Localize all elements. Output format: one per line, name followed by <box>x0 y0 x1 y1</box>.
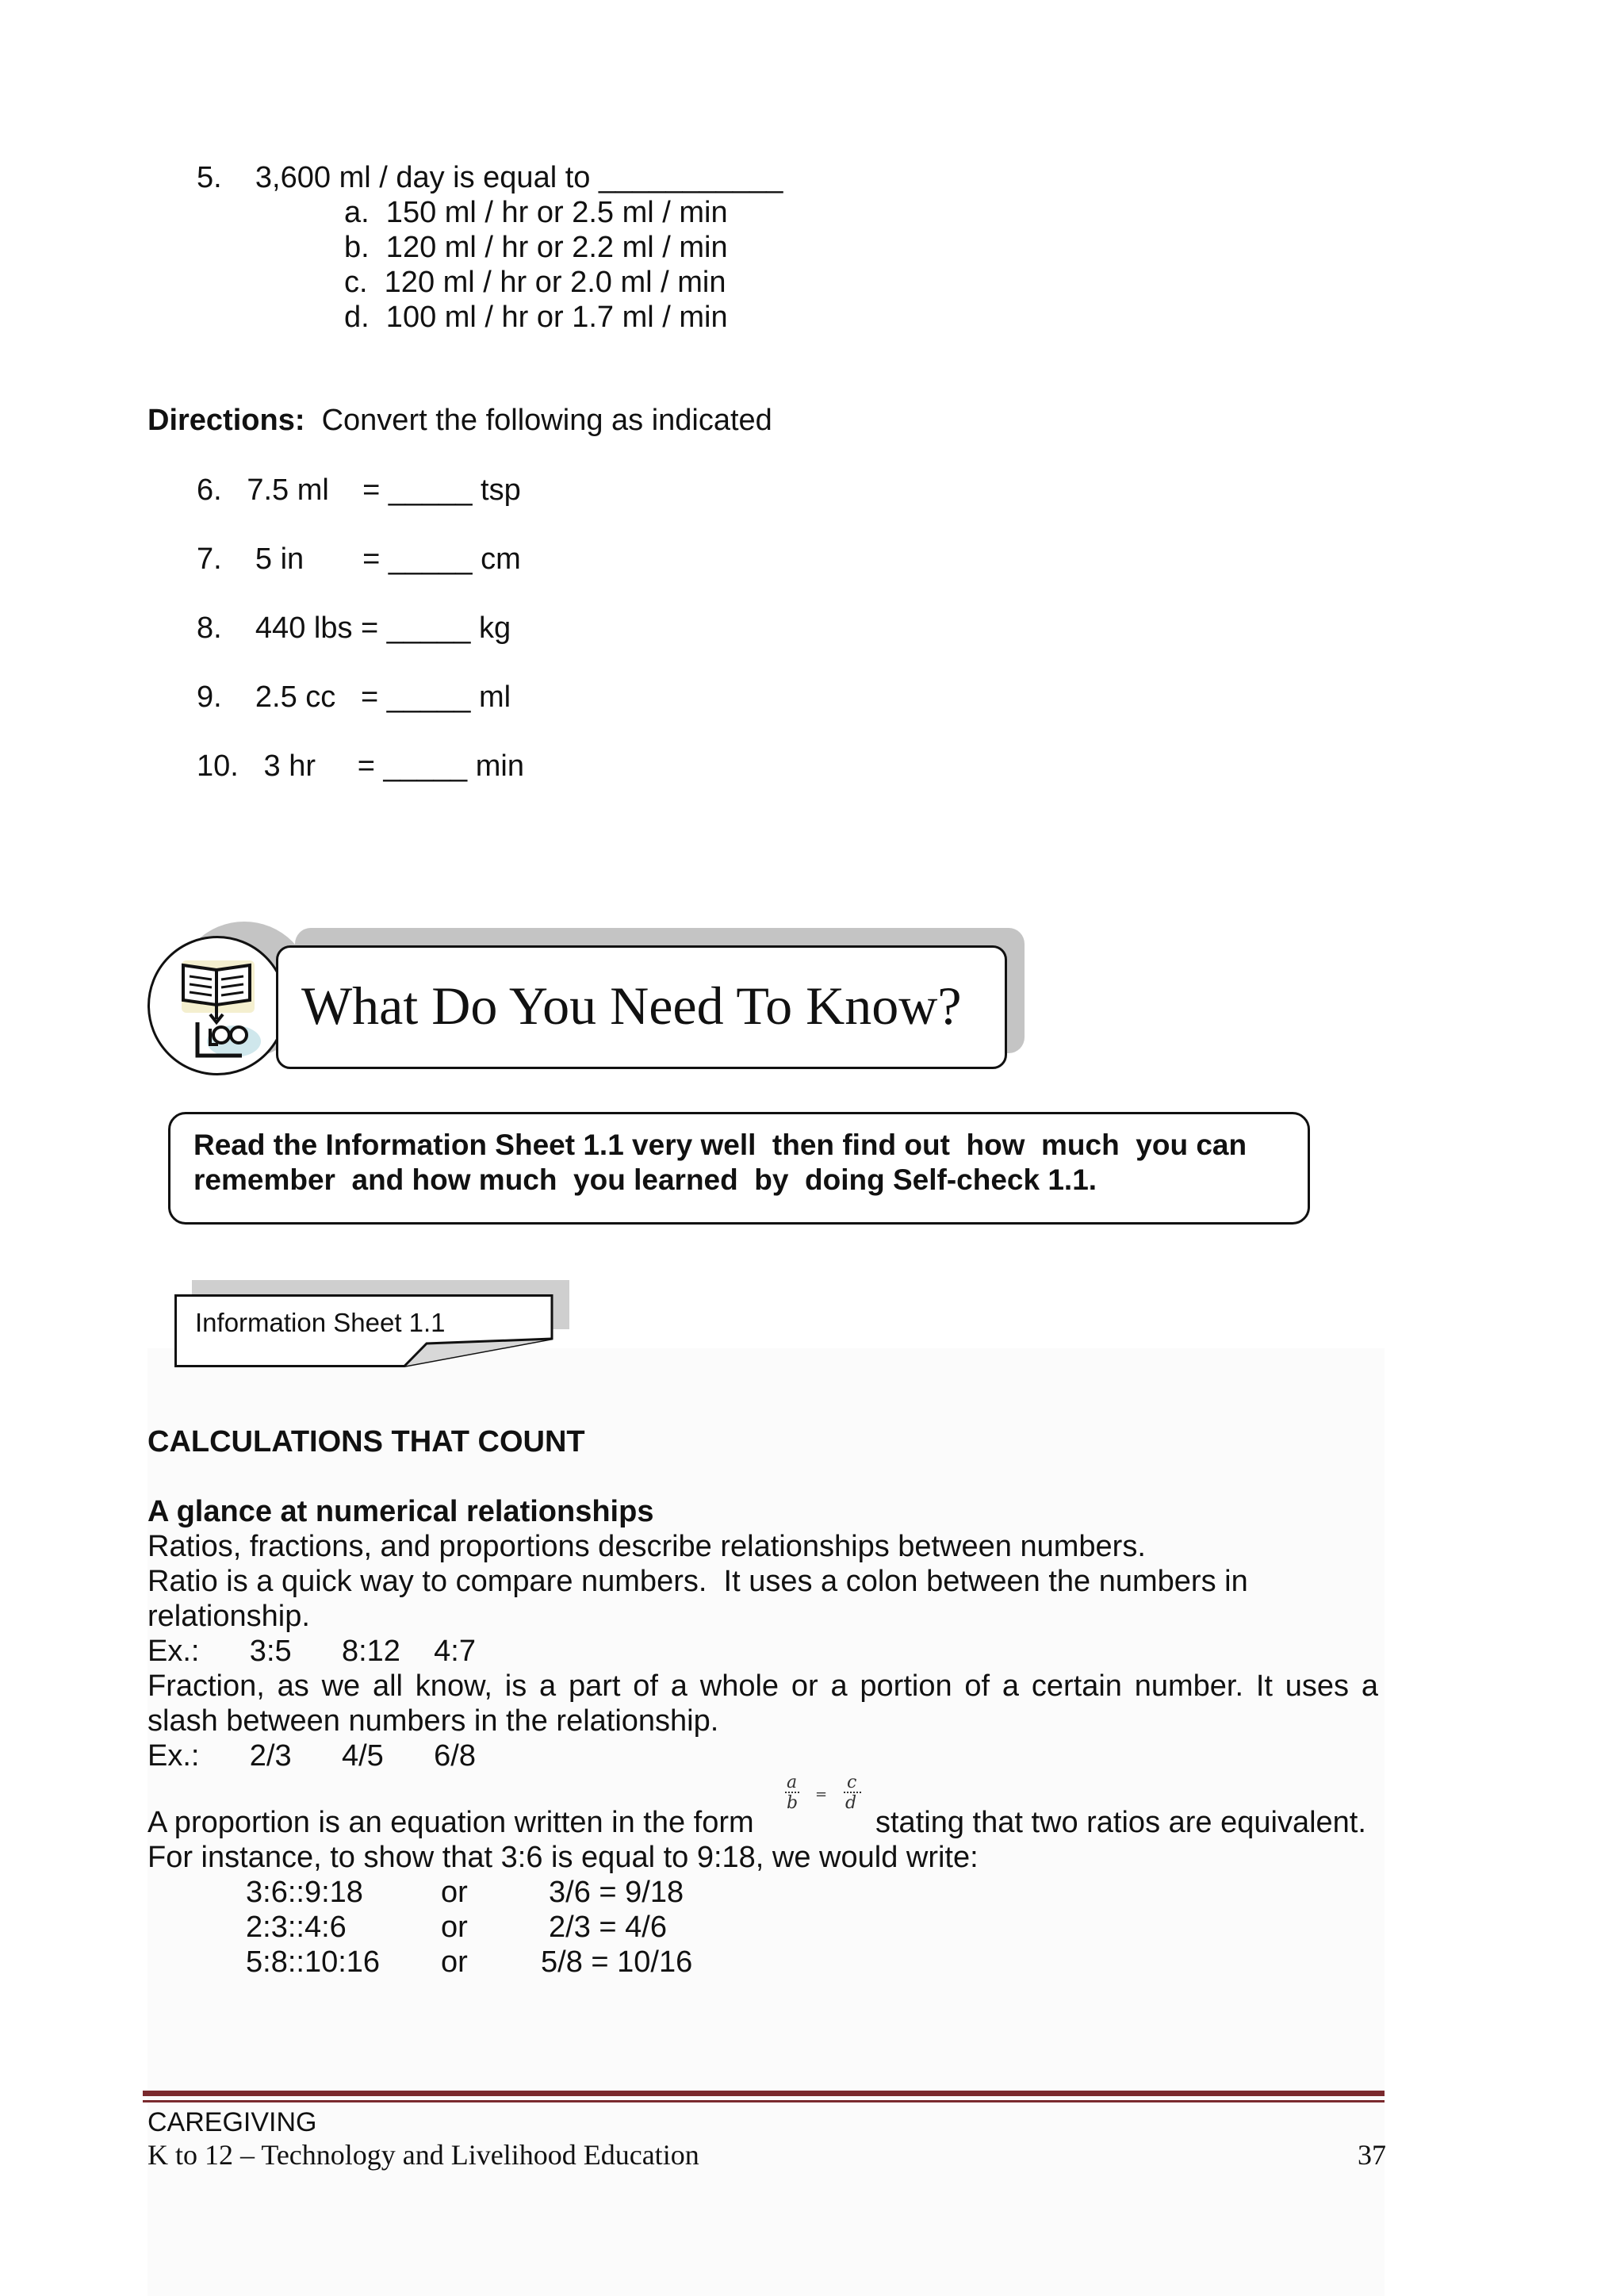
footer-course: K to 12 – Technology and Livelihood Education <box>147 2139 699 2171</box>
conversion-item-9: 9. 2.5 cc = _____ ml <box>197 680 511 714</box>
proportion-ratio: 3:6::9:18 <box>246 1876 363 1909</box>
footer-subject: CAREGIVING <box>147 2107 317 2137</box>
option-c: c. 120 ml / hr or 2.0 ml / min <box>344 266 726 299</box>
instruction-line-1: Read the Information Sheet 1.1 very well then find out how much you can <box>193 1129 1247 1161</box>
paragraph-proportion-right: stating that two ratios are equivalent. <box>875 1806 1366 1839</box>
paragraph-fraction-2: slash between numbers in the relationship. <box>147 1704 719 1738</box>
conversion-item-10: 10. 3 hr = _____ min <box>197 749 524 783</box>
section-title: What Do You Need To Know? <box>301 976 962 1036</box>
paragraph-ratio-1: Ratio is a quick way to compare numbers. It uses a colon between the numbers in <box>147 1565 1248 1598</box>
proportion-or: or <box>441 1876 468 1909</box>
option-d: d. 100 ml / hr or 1.7 ml / min <box>344 301 728 334</box>
book-reader-icon <box>147 936 287 1075</box>
svg-text:d: d <box>845 1793 857 1813</box>
question-5: 5. 3,600 ml / day is equal to ___________ <box>197 161 783 194</box>
svg-text:c: c <box>847 1773 857 1792</box>
proportion-or: or <box>441 1945 468 1979</box>
svg-text:a: a <box>787 1773 798 1792</box>
proportion-fraction: 5/8 = 10/16 <box>541 1945 693 1979</box>
directions-text: Convert the following as indicated <box>304 404 772 437</box>
instruction-line-2: remember and how much you learned by doing Self-check 1.1. <box>193 1163 1097 1196</box>
info-subtitle: A glance at numerical relationships <box>147 1495 654 1528</box>
paragraph-fraction-1: Fraction, as we all know, is a part of a whole or a portion of a certain number. It uses a <box>147 1669 1378 1703</box>
proportion-ratio: 2:3::4:6 <box>246 1911 347 1944</box>
ratio-examples: Ex.: 3:5 8:12 4:7 <box>147 1635 476 1668</box>
paragraph-proportion-2: For instance, to show that 3:6 is equal to 9:18, we would write: <box>147 1841 979 1874</box>
directions-line <box>147 403 772 438</box>
info-sheet-label: Information Sheet 1.1 <box>195 1308 446 1337</box>
option-a: a. 150 ml / hr or 2.5 ml / min <box>344 196 728 229</box>
paragraph-ratios: Ratios, fractions, and proportions describe relationships between numbers. <box>147 1530 1146 1563</box>
paragraph-ratio-2: relationship. <box>147 1600 310 1633</box>
proportion-fraction: 2/3 = 4/6 <box>549 1911 667 1944</box>
info-title: CALCULATIONS THAT COUNT <box>147 1425 585 1458</box>
footer-rule <box>143 2091 1385 2096</box>
proportion-formula-icon <box>783 1773 868 1813</box>
paragraph-proportion-left: A proportion is an equation written in the form <box>147 1806 754 1839</box>
proportion-or: or <box>441 1911 468 1944</box>
page-number: 37 <box>1358 2139 1386 2171</box>
conversion-item-6: 6. 7.5 ml = _____ tsp <box>197 473 521 507</box>
proportion-ratio: 5:8::10:16 <box>246 1945 381 1979</box>
svg-text:b: b <box>787 1793 799 1813</box>
footer-rule-thin <box>143 2100 1385 2102</box>
conversion-item-7: 7. 5 in = _____ cm <box>197 542 521 576</box>
instruction-text <box>193 1128 1247 1198</box>
svg-text:=: = <box>815 1786 828 1803</box>
proportion-fraction: 3/6 = 9/18 <box>549 1876 684 1909</box>
conversion-item-8: 8. 440 lbs = _____ kg <box>197 611 511 645</box>
fraction-examples: Ex.: 2/3 4/5 6/8 <box>147 1739 476 1773</box>
option-b: b. 120 ml / hr or 2.2 ml / min <box>344 231 728 264</box>
directions-label: Directions: <box>147 404 305 437</box>
